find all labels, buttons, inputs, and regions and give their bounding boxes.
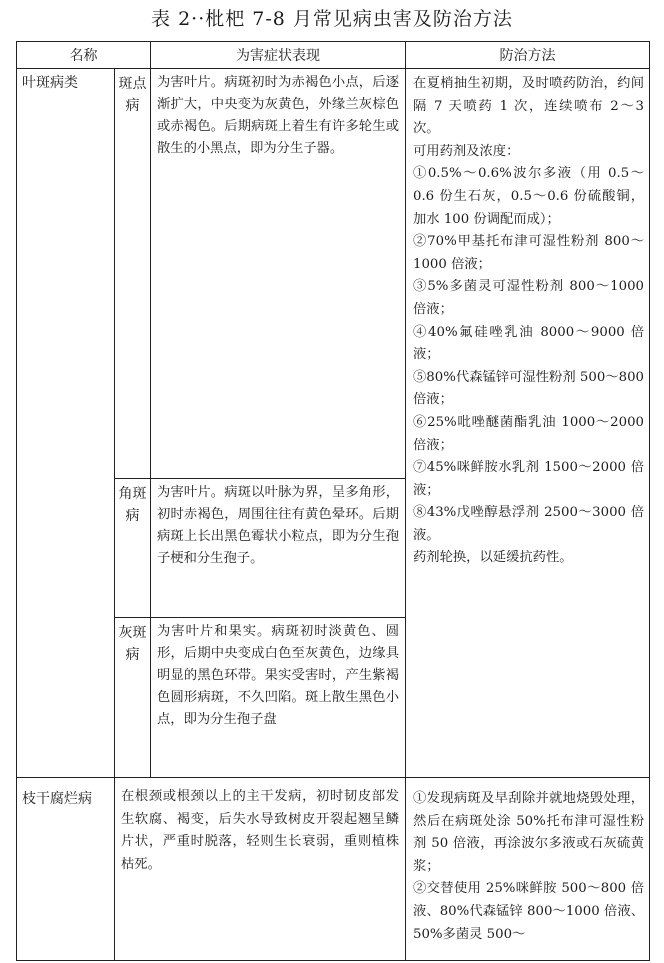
control-methods-leaf-spot [406, 69, 650, 778]
header-row [17, 42, 650, 69]
pest-control-table [16, 41, 650, 961]
disease-name: 灰斑病 [115, 618, 151, 778]
header-control: 防治方法 [406, 42, 650, 69]
control-line: ⑦45%咪鲜胺水乳剂 1500～2000 倍液； [413, 460, 644, 498]
table-row [17, 69, 650, 479]
control-line: ③5%多菌灵可湿性粉剂 800～1000 倍液； [413, 279, 644, 317]
disease-name: 角斑病 [115, 479, 151, 618]
table-title: 表 2··枇杷 7-8 月常见病虫害及防治方法 [151, 8, 513, 30]
control-line: ⑥25%吡唑醚菌酯乳油 1000～2000 倍液； [413, 414, 644, 453]
disease-name-branch-rot: 枝干腐烂病 [17, 778, 115, 961]
symptom-text: 为害叶片和果实。病斑初时淡黄色、圆形，后期中央变成白色至灰黄色，边缘具明显的黑色环带。果实受害时，产生紫褐色圆形病斑，不久凹陷。斑上散生黑色小点，即为分生孢子盘 [151, 618, 406, 778]
control-line: ②70%甲基托布津可湿性粉剂 800～1000 倍液； [413, 234, 644, 272]
symptom-text: 在根颈或根颈以上的主干发病，初时韧皮部发生软腐、褐变，后失水导致树皮开裂起翘呈鳞片状，严重时脱落，轻则生长衰弱，重则植株枯死。 [115, 778, 406, 961]
control-line: ⑧43%戊唑醇悬浮剂 2500～3000 倍液。 [413, 505, 644, 543]
header-name: 名称 [17, 42, 151, 69]
control-methods-branch-rot [406, 778, 650, 961]
control-line: ④40%氟硅唑乳油 8000～9000 倍液； [413, 324, 644, 363]
header-symptom: 为害症状表现 [151, 42, 406, 69]
table-row [17, 778, 650, 961]
disease-name: 斑点病 [115, 69, 151, 479]
control-line: ①发现病斑及早刮除并就地烧毁处理，然后在病斑处涂 50%托布津可湿性粉剂 50 倍液，再涂波尔多液或石灰硫黄浆； [413, 791, 644, 874]
control-line: ⑤80%代森锰锌可湿性粉剂 500～800 倍液； [413, 369, 644, 408]
control-line: 药剂轮换，以延缓抗药性。 [413, 550, 573, 566]
control-line: ②交替使用 25%咪鲜胺 500～800 倍液、80%代森锰锌 800～1000 倍液、50%多菌灵 500～ [413, 881, 644, 942]
symptom-text: 为害叶片。病斑以叶脉为界，呈多角形，初时赤褐色，周围往往有黄色晕环。后期病斑上长出黑色霉状小粒点，即为分生孢子梗和分生孢子。 [151, 479, 406, 618]
control-line: ①0.5%～0.6%波尔多液（用 0.5～0.6 份生石灰，0.5～0.6 份硫酸铜，加水 100 份调配而成）； [413, 166, 644, 227]
control-line: 可用药剂及浓度： [413, 143, 520, 159]
control-line: 在夏梢抽生初期，及时喷药防治，约间隔 7 天喷药 1 次，连续喷布 2～3 次。 [413, 76, 644, 137]
category-leaf-spot: 叶斑病类 [17, 69, 115, 778]
symptom-text: 为害叶片。病斑初时为赤褐色小点，后逐渐扩大，中央变为灰黄色，外缘兰灰棕色或赤褐色。后期病斑上着生有许多轮生或散生的小黑点，即为分生子器。 [151, 69, 406, 479]
